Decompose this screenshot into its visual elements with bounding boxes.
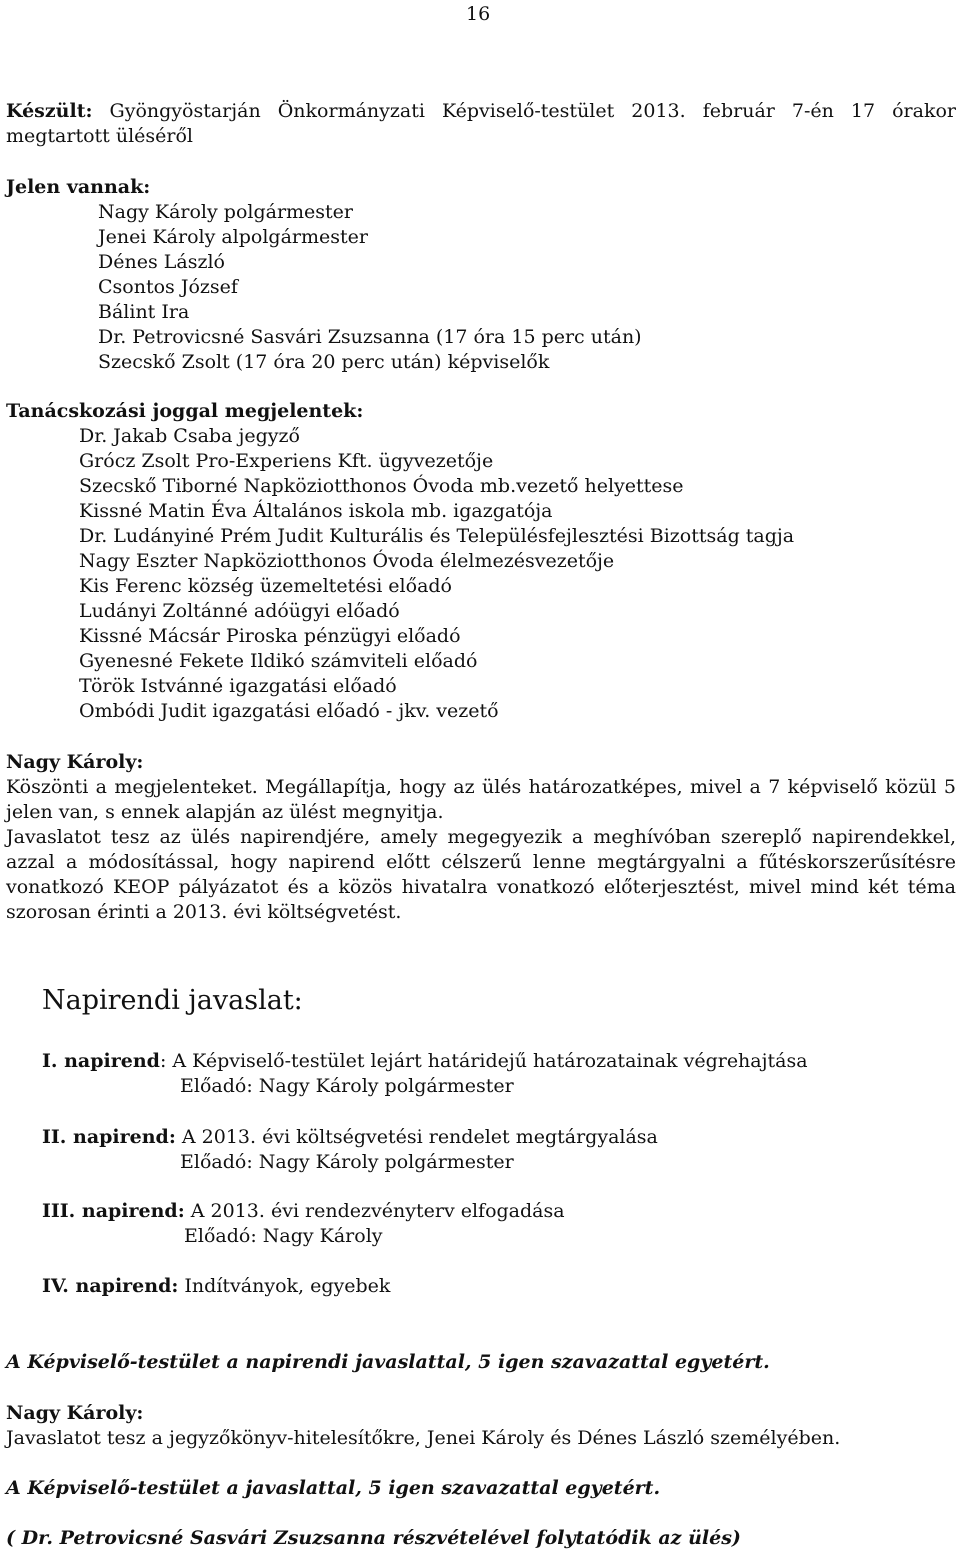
header-label: Készült: <box>6 100 93 122</box>
list-item: Szecskő Tiborné Napköziotthonos Óvoda mb.vezető helyettese <box>79 475 684 497</box>
list-item: Török Istvánné igazgatási előadó <box>79 675 397 697</box>
agenda-item-title: Indítványok, egyebek <box>178 1275 391 1297</box>
agenda-heading: Napirendi javaslat: <box>42 985 303 1016</box>
decision-text: A Képviselő-testület a javaslattal, 5 igen szavazattal egyetért. <box>6 1477 661 1499</box>
list-item: Dr. Jakab Csaba jegyző <box>79 425 300 447</box>
decision-text: A Képviselő-testület a napirendi javaslattal, 5 igen szavazattal egyetért. <box>6 1351 770 1373</box>
speaker-name: Nagy Károly: <box>6 751 144 773</box>
continuation-note: ( Dr. Petrovicsné Sasvári Zsuzsanna részvételével folytatódik az ülés) <box>6 1527 741 1549</box>
present-heading: Jelen vannak: <box>6 176 151 198</box>
speaker-name: Nagy Károly: <box>6 1402 144 1424</box>
list-item: Gyenesné Fekete Ildikó számviteli előadó <box>79 650 478 672</box>
agenda-item-title: A 2013. évi rendezvényterv elfogadása <box>184 1200 565 1222</box>
list-item: Kissné Matin Éva Általános iskola mb. igazgatója <box>79 500 553 522</box>
list-item: Kissné Mácsár Piroska pénzügyi előadó <box>79 625 461 647</box>
list-item: Szecskő Zsolt (17 óra 20 perc után) képviselők <box>98 351 550 373</box>
list-item: Ludányi Zoltánné adóügyi előadó <box>79 600 400 622</box>
list-item: Grócz Zsolt Pro-Experiens Kft. ügyvezetője <box>79 450 494 472</box>
agenda-item-label: II. napirend: <box>42 1126 176 1148</box>
agenda-item-title: A 2013. évi költségvetési rendelet megtárgyalása <box>175 1126 658 1148</box>
agenda-item-label: III. napirend: <box>42 1200 185 1222</box>
list-item: Dr. Petrovicsné Sasvári Zsuzsanna (17 óra 15 perc után) <box>98 326 642 348</box>
agenda-item <box>42 1049 808 1074</box>
speech-line: jelen van, s ennek alapján az ülést megnyitja. <box>6 801 444 823</box>
agenda-presenter: Előadó: Nagy Károly polgármester <box>180 1151 514 1173</box>
speech-line: Javaslatot tesz az ülés napirendjére, amely megegyezik a meghívóban szereplő napirendekkel, <box>6 826 956 848</box>
list-item: Dénes László <box>98 251 225 273</box>
list-item: Nagy Károly polgármester <box>98 201 354 223</box>
list-item: Csontos József <box>98 276 238 298</box>
advisory-list <box>79 424 794 724</box>
agenda-item-title: A Képviselő-testület lejárt határidejű határozatainak végrehajtása <box>166 1050 808 1072</box>
header-text: Gyöngyöstarján Önkormányzati Képviselő-testület 2013. február 7-én 17 órakor <box>109 100 956 122</box>
agenda-presenter: Előadó: Nagy Károly <box>184 1225 383 1247</box>
header-line-1 <box>6 99 956 124</box>
header-line-2: megtartott üléséről <box>6 125 194 147</box>
speech-line: szorosan érinti a 2013. évi költségvetést. <box>6 901 402 923</box>
list-item: Dr. Ludányiné Prém Judit Kulturális és Településfejlesztési Bizottság tagja <box>79 525 795 547</box>
list-item: Bálint Ira <box>98 301 190 323</box>
speech-line: vonatkozó KEOP pályázatot és a közös hivatalra vonatkozó előterjesztést, mivel mind két téma <box>6 876 956 898</box>
list-item: Jenei Károly alpolgármester <box>98 226 368 248</box>
agenda-presenter: Előadó: Nagy Károly polgármester <box>180 1075 514 1097</box>
agenda-item-label: IV. napirend: <box>42 1275 179 1297</box>
agenda-item-sep: : <box>159 1050 167 1072</box>
list-item: Nagy Eszter Napköziotthonos Óvoda élelmezésvezetője <box>79 550 615 572</box>
present-list <box>98 200 642 375</box>
advisory-heading: Tanácskozási joggal megjelentek: <box>6 400 364 422</box>
speech-line: Köszönti a megjelenteket. Megállapítja, hogy az ülés határozatképes, mivel a 7 képviselő közül 5 <box>6 776 956 798</box>
page-number: 16 <box>466 3 491 25</box>
list-item: Ombódi Judit igazgatási előadó - jkv. vezető <box>79 700 499 722</box>
speech-line: Javaslatot tesz a jegyzőkönyv-hitelesítőkre, Jenei Károly és Dénes László személyében. <box>6 1427 841 1449</box>
agenda-item-label: I. napirend <box>42 1050 160 1072</box>
agenda-item <box>42 1125 658 1150</box>
agenda-item <box>42 1274 390 1299</box>
agenda-item <box>42 1199 565 1224</box>
speech-line: azzal a módosítással, hogy napirend előtt célszerű lenne megtárgyalni a fűtéskorszerűsítésre <box>6 851 956 873</box>
list-item: Kis Ferenc község üzemeltetési előadó <box>79 575 452 597</box>
